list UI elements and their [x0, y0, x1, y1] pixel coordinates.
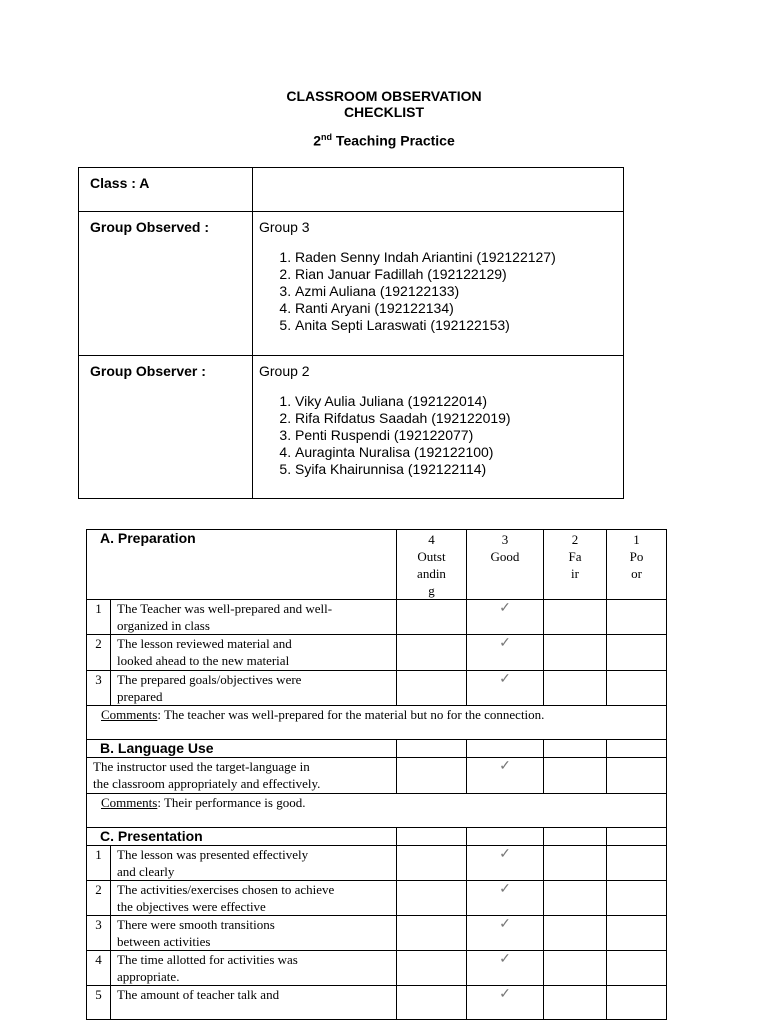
rating-label-line: or [631, 566, 642, 581]
rating-cell[interactable] [607, 881, 667, 916]
rating-cell[interactable] [397, 758, 467, 794]
checklist-item-row [87, 671, 667, 706]
item-text-line: organized in class [117, 618, 210, 633]
checklist-item-row [87, 986, 667, 1020]
item-text-line: There were smooth transitions [117, 917, 275, 932]
item-number: 1 [87, 600, 111, 635]
rating-cell[interactable] [544, 881, 607, 916]
rating-cell[interactable] [544, 740, 607, 758]
item-text-line: The activities/exercises chosen to achieve [117, 882, 335, 897]
rating-header [467, 530, 544, 600]
item-number: 3 [87, 671, 111, 706]
rating-cell[interactable] [397, 635, 467, 671]
check-mark-icon: ✓ [499, 987, 511, 1002]
item-text [87, 758, 397, 794]
member-item: 2. Rian Januar Fadillah (192122129) [295, 266, 623, 283]
rating-number: 1 [633, 532, 640, 547]
comment-row [87, 794, 667, 828]
checklist-item-row [87, 916, 667, 951]
item-text-line: between activities [117, 934, 211, 949]
item-number: 1 [87, 846, 111, 881]
item-text-line: and clearly [117, 864, 175, 879]
member-item: 5. Syifa Khairunnisa (192122114) [295, 461, 623, 478]
rating-cell[interactable] [607, 916, 667, 951]
item-number: 3 [87, 916, 111, 951]
rating-cell[interactable] [467, 951, 544, 986]
check-mark-icon: ✓ [499, 672, 511, 687]
rating-number: 4 [428, 532, 435, 547]
checklist-item-row [87, 846, 667, 881]
item-text-line: The instructor used the target-language in [93, 759, 310, 774]
check-mark-icon: ✓ [499, 759, 511, 774]
rating-cell[interactable] [544, 635, 607, 671]
observed-cell [253, 212, 624, 356]
observer-members-list [259, 393, 623, 478]
checklist-item-row [87, 758, 667, 794]
rating-cell[interactable] [467, 916, 544, 951]
rating-cell[interactable] [397, 951, 467, 986]
check-mark-icon: ✓ [499, 882, 511, 897]
observed-group: Group 3 [259, 219, 310, 235]
item-text [111, 671, 397, 706]
observed-label: Group Observed : [79, 212, 253, 356]
checklist-item-row [87, 600, 667, 635]
item-number: 5 [87, 986, 111, 1020]
rating-cell[interactable] [607, 758, 667, 794]
rating-number: 3 [501, 532, 509, 547]
rating-cell[interactable] [397, 846, 467, 881]
comment-label: Comments [101, 795, 158, 810]
rating-cell[interactable] [544, 951, 607, 986]
item-text [111, 846, 397, 881]
rating-label-line: Outst [417, 549, 446, 564]
rating-cell[interactable] [397, 671, 467, 706]
rating-cell[interactable] [607, 828, 667, 846]
page-subtitle [0, 132, 768, 149]
comment-row [87, 706, 667, 740]
item-text-line: The Teacher was well-prepared and well- [117, 601, 333, 616]
comment-label: Comments [101, 707, 158, 722]
rating-cell[interactable] [544, 846, 607, 881]
rating-cell[interactable] [544, 600, 607, 635]
check-mark-icon: ✓ [499, 601, 511, 616]
rating-cell[interactable] [607, 846, 667, 881]
rating-cell[interactable] [397, 600, 467, 635]
item-text [111, 600, 397, 635]
observer-cell [253, 356, 624, 499]
member-item: 5. Anita Septi Laraswati (192122153) [295, 317, 623, 334]
subtitle-text: Teaching Practice [332, 132, 455, 149]
rating-cell[interactable] [607, 986, 667, 1020]
rating-label-line: Po [629, 549, 644, 564]
member-item: 3. Penti Ruspendi (192122077) [295, 427, 623, 444]
rating-label-line: g [428, 583, 435, 598]
section-title: C. Presentation [87, 828, 397, 846]
rating-cell[interactable] [467, 635, 544, 671]
subtitle-superscript: nd [321, 132, 333, 142]
title-line-1: CLASSROOM OBSERVATION [286, 88, 482, 104]
subtitle-ordinal: 2 [313, 132, 322, 149]
rating-cell[interactable] [397, 828, 467, 846]
rating-cell[interactable] [607, 635, 667, 671]
check-mark-icon: ✓ [499, 952, 511, 967]
class-value [253, 168, 624, 212]
check-mark-icon: ✓ [499, 636, 511, 651]
rating-header [607, 530, 667, 600]
item-text-line: The lesson was presented effectively [117, 847, 309, 862]
rating-cell[interactable] [544, 916, 607, 951]
rating-cell[interactable] [467, 986, 544, 1020]
item-text-line: the objectives were effective [117, 899, 266, 914]
section-header-row [87, 530, 667, 600]
page-title [0, 88, 768, 120]
item-text-line: prepared [117, 689, 163, 704]
rating-label-line: Fa [568, 549, 582, 564]
section-title: A. Preparation [87, 530, 397, 600]
item-number: 2 [87, 635, 111, 671]
member-item: 3. Azmi Auliana (192122133) [295, 283, 623, 300]
item-text-line: the classroom appropriately and effectively. [93, 776, 321, 791]
info-table [78, 167, 624, 499]
item-text-line: The lesson reviewed material and [117, 636, 292, 651]
rating-cell[interactable] [607, 740, 667, 758]
checklist-item-row [87, 951, 667, 986]
observer-group: Group 2 [259, 363, 310, 379]
rating-label-line: Good [490, 549, 520, 564]
rating-cell[interactable] [544, 986, 607, 1020]
rating-cell[interactable] [544, 758, 607, 794]
item-text-line: looked ahead to the new material [117, 653, 290, 668]
rating-cell[interactable] [544, 671, 607, 706]
observer-label: Group Observer : [79, 356, 253, 499]
check-mark-icon: ✓ [499, 917, 511, 932]
member-item: 4. Auraginta Nuralisa (192122100) [295, 444, 623, 461]
member-item: 1. Raden Senny Indah Ariantini (192122127) [295, 249, 623, 266]
rating-cell[interactable] [467, 740, 544, 758]
rating-label-line: andin [417, 566, 446, 581]
section-header-row [87, 740, 667, 758]
section-header-row [87, 828, 667, 846]
rating-cell[interactable] [397, 740, 467, 758]
item-number: 2 [87, 881, 111, 916]
section-title: B. Language Use [87, 740, 397, 758]
rating-cell[interactable] [607, 951, 667, 986]
observed-members-list [259, 249, 623, 334]
member-item: 2. Rifa Rifdatus Saadah (192122019) [295, 410, 623, 427]
rating-cell[interactable] [467, 671, 544, 706]
rating-cell[interactable] [467, 881, 544, 916]
comment-cell [87, 794, 667, 828]
item-text-line: The time allotted for activities was [117, 952, 298, 967]
rating-cell[interactable] [397, 916, 467, 951]
rating-cell[interactable] [467, 828, 544, 846]
rating-cell[interactable] [607, 600, 667, 635]
rating-cell[interactable] [467, 600, 544, 635]
checklist-table [86, 529, 667, 1020]
title-line-2: CHECKLIST [343, 104, 425, 120]
member-item: 4. Ranti Aryani (192122134) [295, 300, 623, 317]
check-mark-icon: ✓ [499, 847, 511, 862]
rating-header [544, 530, 607, 600]
item-text [111, 635, 397, 671]
checklist-item-row [87, 881, 667, 916]
item-text [111, 916, 397, 951]
rating-header [397, 530, 467, 600]
item-text-line: The prepared goals/objectives were [117, 672, 302, 687]
class-label: Class : A [79, 168, 253, 212]
rating-cell[interactable] [544, 828, 607, 846]
item-text-line: The amount of teacher talk and [117, 987, 280, 1002]
rating-cell[interactable] [467, 758, 544, 794]
rating-cell[interactable] [397, 881, 467, 916]
member-item: 1. Viky Aulia Juliana (192122014) [295, 393, 623, 410]
rating-cell[interactable] [607, 671, 667, 706]
comment-cell [87, 706, 667, 740]
rating-number: 2 [571, 532, 579, 547]
item-text [111, 951, 397, 986]
comment-text: : Their performance is good. [157, 795, 306, 810]
checklist-item-row [87, 635, 667, 671]
item-text [111, 881, 397, 916]
item-number: 4 [87, 951, 111, 986]
item-text-line: appropriate. [117, 969, 180, 984]
rating-cell[interactable] [397, 986, 467, 1020]
rating-cell[interactable] [467, 846, 544, 881]
comment-text: : The teacher was well-prepared for the material but no for the connection. [157, 707, 545, 722]
item-text [111, 986, 397, 1020]
rating-label-line: ir [571, 566, 579, 581]
